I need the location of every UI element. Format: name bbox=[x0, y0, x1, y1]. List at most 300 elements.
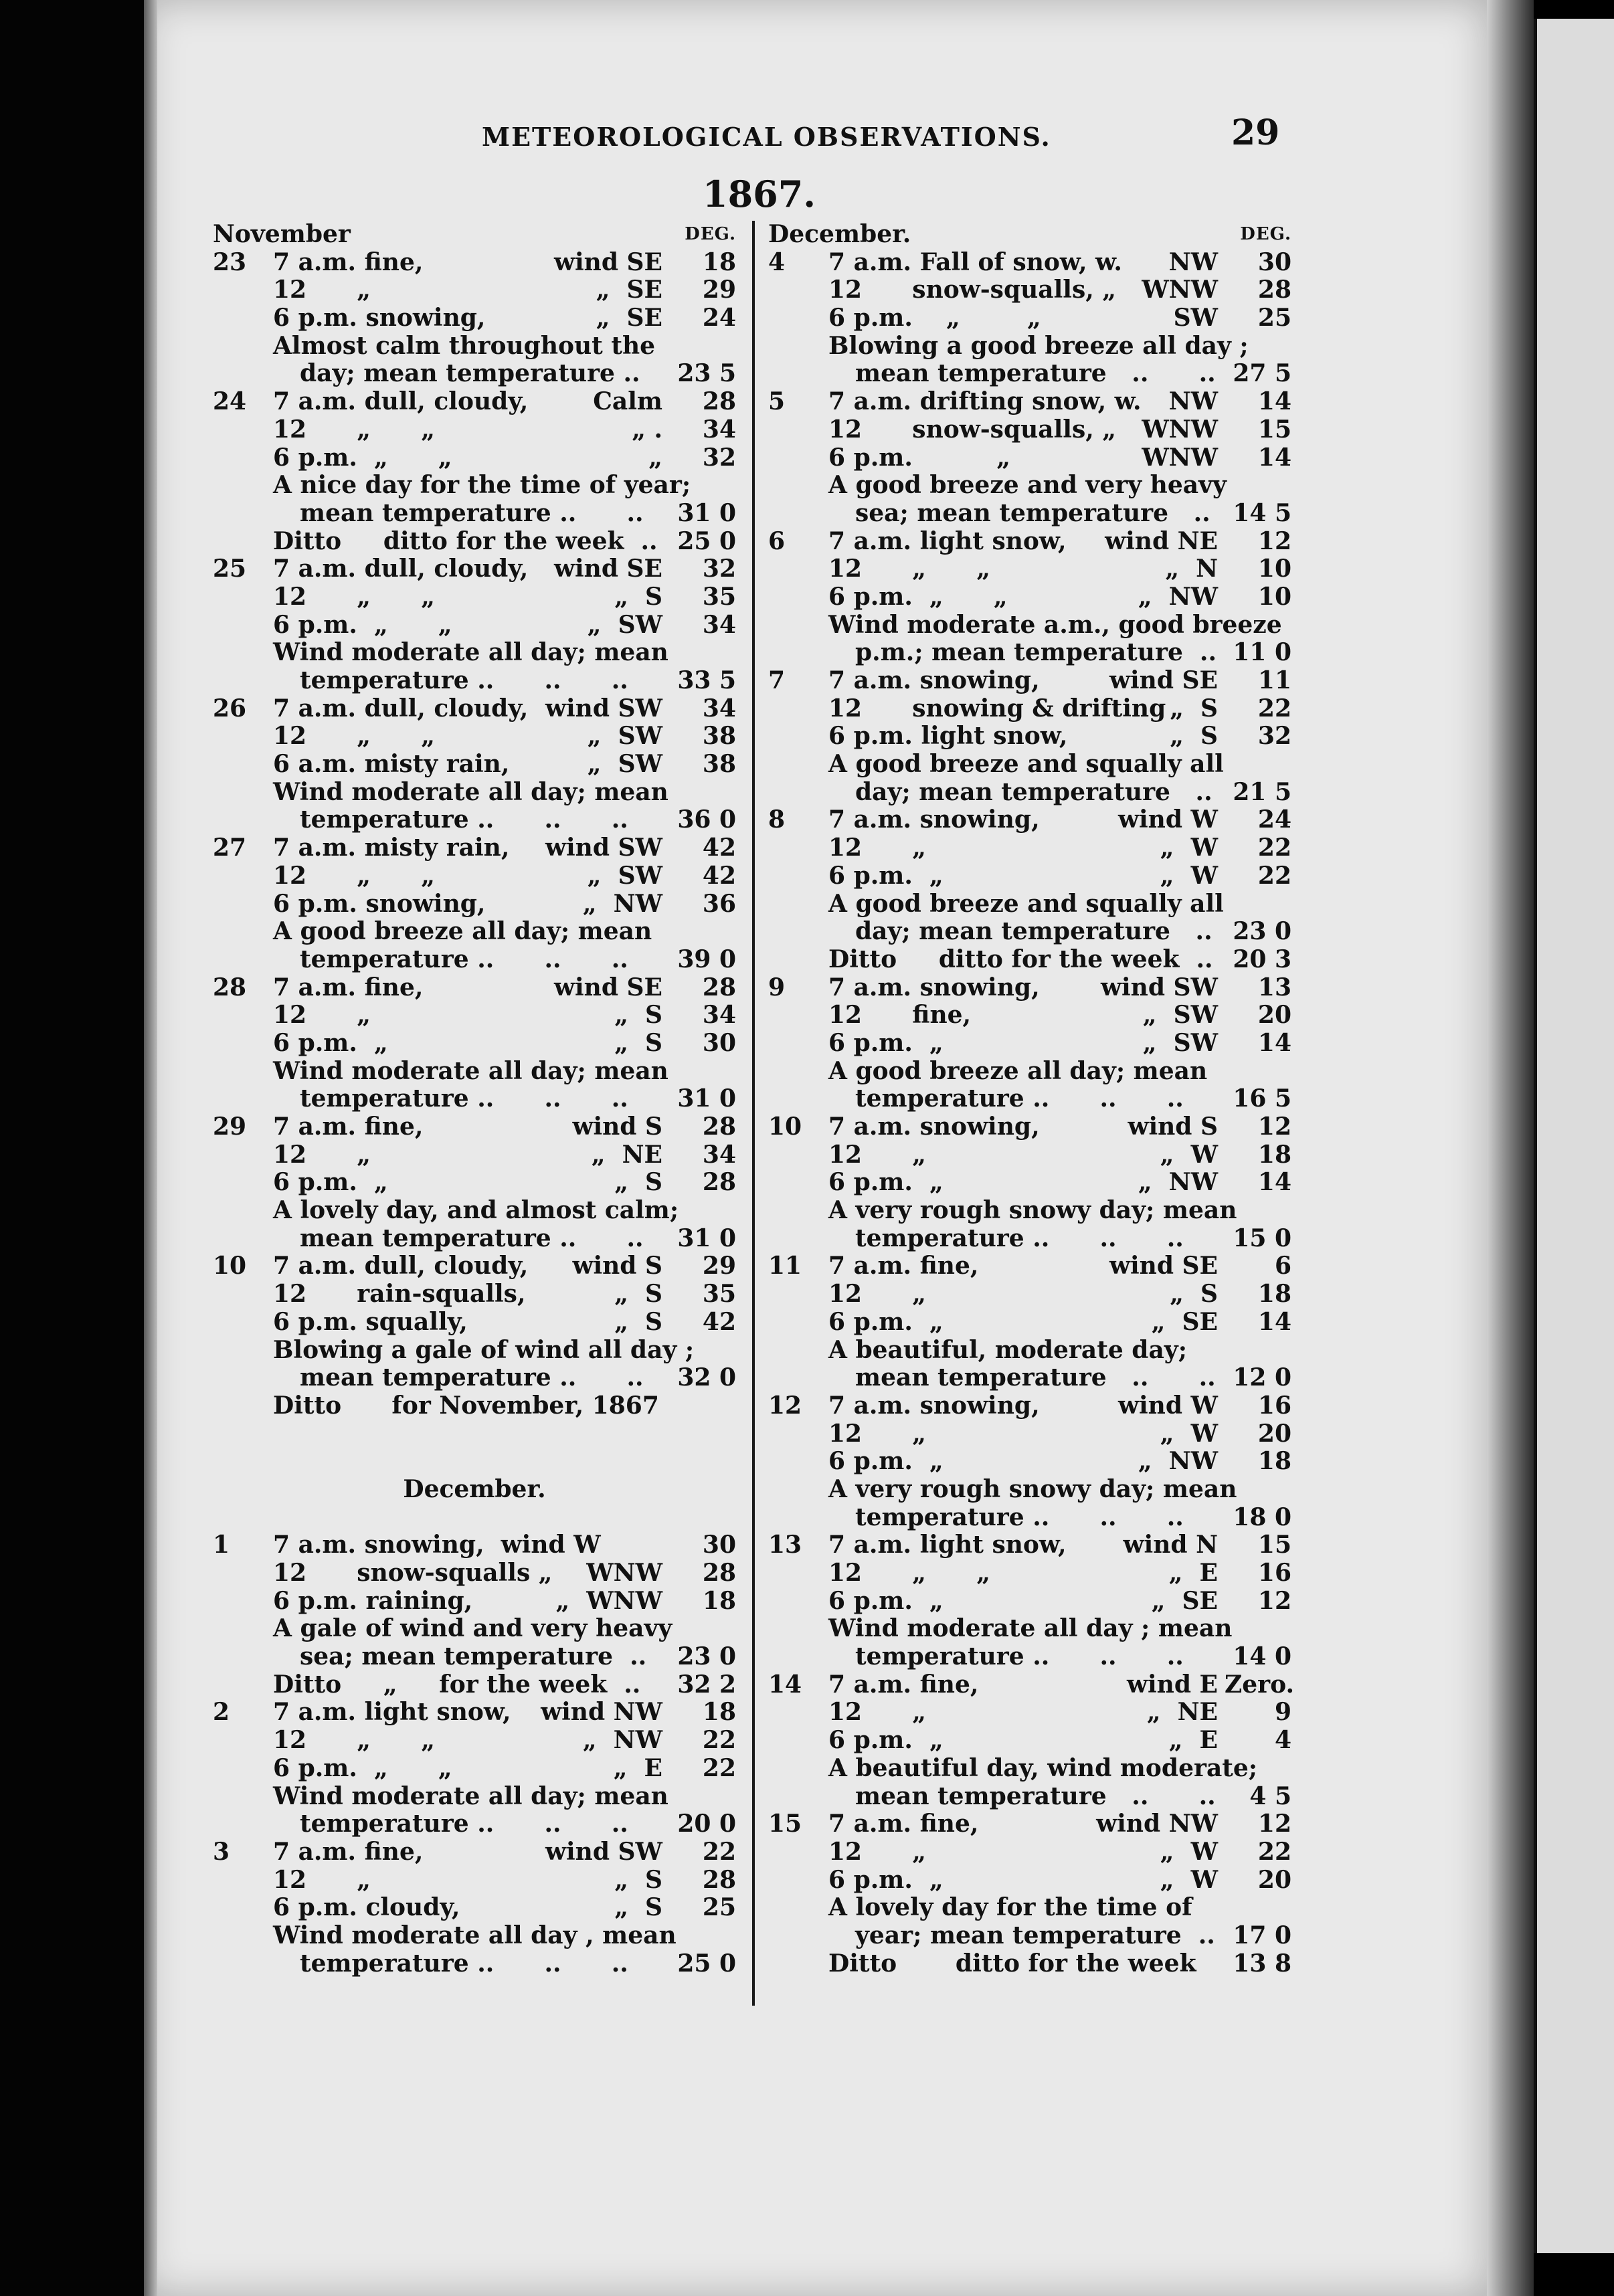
time-and-weather: 12 snow-squalls, „ bbox=[828, 415, 1117, 444]
temperature-value: 14 bbox=[1257, 387, 1291, 416]
observation-row bbox=[213, 249, 736, 277]
mean-temperature-row bbox=[213, 806, 736, 834]
temperature-value: 15 0 bbox=[1233, 1224, 1291, 1252]
mean-temperature-text: mean temperature .. .. bbox=[855, 1782, 1216, 1810]
remark-row bbox=[768, 1950, 1291, 1978]
mean-temperature-row bbox=[768, 1783, 1291, 1811]
temperature-value: 14 0 bbox=[1233, 1642, 1291, 1671]
remark-row bbox=[768, 611, 1291, 640]
time-and-weather: 12 „ „ bbox=[273, 861, 435, 890]
time-and-weather: 7 a.m. dull, cloudy, bbox=[273, 1252, 529, 1280]
day-number: 5 bbox=[768, 387, 786, 416]
mean-temperature-text: sea; mean temperature .. bbox=[300, 1642, 647, 1671]
temperature-value: 20 bbox=[1257, 1865, 1291, 1894]
wind-direction: „ S bbox=[614, 1893, 662, 1922]
wind-direction: „ S bbox=[614, 1028, 662, 1057]
wind-direction: WNW bbox=[1142, 276, 1218, 304]
time-and-weather: 12 „ bbox=[828, 834, 927, 862]
remark-text: Wind moderate all day; mean bbox=[273, 777, 668, 806]
degree-column-heading: DEG. bbox=[685, 224, 736, 244]
temperature-value: 25 bbox=[1257, 304, 1291, 332]
remark-text: A beautiful day, wind moderate; bbox=[828, 1753, 1258, 1782]
wind-direction: „ SE bbox=[596, 304, 662, 332]
day-number: 3 bbox=[213, 1837, 230, 1866]
remark-row bbox=[213, 639, 736, 667]
remark-row bbox=[213, 528, 736, 556]
temperature-value: 29 bbox=[702, 1252, 736, 1280]
observation-row bbox=[768, 1699, 1291, 1727]
time-and-weather: 7 a.m. light snow, bbox=[273, 1698, 511, 1727]
wind-direction: „ SW bbox=[587, 610, 662, 639]
observation-row bbox=[768, 1727, 1291, 1755]
mean-temperature-text: temperature .. .. .. bbox=[300, 945, 628, 973]
observation-row bbox=[768, 1309, 1291, 1337]
mean-temperature-text: temperature .. .. .. bbox=[300, 666, 628, 694]
time-and-weather: 7 a.m. snowing, bbox=[828, 805, 1040, 834]
observation-row bbox=[768, 528, 1291, 556]
temperature-value: 23 0 bbox=[1233, 917, 1291, 946]
time-and-weather: 12 snow-squalls, „ bbox=[828, 276, 1117, 304]
wind-direction: wind S bbox=[1128, 1113, 1218, 1141]
time-and-weather: 7 a.m. dull, cloudy, bbox=[273, 694, 529, 723]
temperature-value: 28 bbox=[702, 387, 736, 416]
observation-row bbox=[768, 1670, 1295, 1699]
temperature-value: 12 bbox=[1257, 527, 1291, 555]
mean-temperature-row bbox=[768, 1504, 1291, 1532]
remark-text: A good breeze and squally all bbox=[828, 889, 1224, 918]
time-and-weather: 12 „ „ bbox=[273, 1726, 435, 1755]
temperature-value: 33 5 bbox=[677, 666, 736, 694]
temperature-value: 32 bbox=[702, 443, 736, 472]
temperature-value: 28 bbox=[702, 1113, 736, 1141]
remark-text: Wind moderate all day , mean bbox=[273, 1921, 677, 1949]
time-and-weather: 6 p.m. „ bbox=[273, 1168, 388, 1197]
time-and-weather: 6 p.m. squally, bbox=[273, 1307, 468, 1336]
wind-direction: wind SE bbox=[554, 973, 662, 1001]
observation-row bbox=[768, 695, 1291, 723]
temperature-value: 16 bbox=[1257, 1391, 1291, 1420]
mean-temperature-row bbox=[768, 1643, 1291, 1671]
wind-direction: „ NW bbox=[582, 889, 662, 918]
observation-row bbox=[213, 1867, 736, 1895]
wind-direction: „ S bbox=[1170, 694, 1218, 723]
wind-direction: wind SE bbox=[1109, 666, 1218, 694]
day-number: 7 bbox=[768, 666, 786, 694]
observation-row bbox=[768, 444, 1291, 472]
mean-temperature-text: mean temperature .. .. bbox=[300, 498, 644, 527]
mean-temperature-row bbox=[213, 500, 736, 528]
time-and-weather: 12 „ „ bbox=[828, 1559, 990, 1587]
remark-text: A good breeze and squally all bbox=[828, 750, 1224, 779]
wind-direction: wind S bbox=[572, 1252, 662, 1280]
observation-row bbox=[768, 1280, 1291, 1309]
mean-temperature-text: temperature .. .. .. bbox=[300, 1084, 628, 1113]
remark-row bbox=[768, 332, 1291, 361]
time-and-weather: 12 „ bbox=[828, 1698, 927, 1727]
remark-text: A good breeze and very heavy bbox=[828, 471, 1227, 500]
remark-text: Wind moderate all day; mean bbox=[273, 1782, 668, 1810]
remark-text: A lovely day for the time of bbox=[828, 1893, 1192, 1922]
temperature-value: 16 bbox=[1257, 1559, 1291, 1587]
mean-temperature-text: day; mean temperature .. bbox=[855, 777, 1213, 806]
temperature-value: 18 bbox=[1257, 1447, 1291, 1476]
mean-temperature-text: mean temperature .. .. bbox=[300, 1363, 644, 1392]
temperature-value: 42 bbox=[702, 861, 736, 890]
temperature-value: 30 bbox=[1257, 248, 1291, 276]
temperature-value: 23 5 bbox=[677, 359, 736, 388]
wind-direction: wind SE bbox=[554, 555, 662, 583]
day-number: 12 bbox=[768, 1391, 802, 1420]
observation-row bbox=[213, 276, 736, 304]
time-and-weather: 12 „ „ bbox=[273, 415, 435, 444]
mean-temperature-row bbox=[213, 1643, 736, 1671]
time-and-weather: 7 a.m. light snow, bbox=[828, 1531, 1067, 1559]
wind-direction: „ W bbox=[1160, 834, 1218, 862]
observation-row bbox=[768, 1867, 1291, 1895]
day-number: 29 bbox=[213, 1113, 247, 1141]
temperature-value: 39 0 bbox=[677, 945, 736, 973]
observation-row bbox=[768, 1448, 1291, 1476]
month-header-row bbox=[213, 221, 736, 249]
temperature-value: 28 bbox=[702, 1865, 736, 1894]
adjacent-page bbox=[1534, 19, 1614, 2253]
wind-direction: WNW bbox=[1142, 415, 1218, 444]
mean-temperature-text: mean temperature .. .. bbox=[855, 1363, 1216, 1392]
day-number: 13 bbox=[768, 1531, 802, 1559]
temperature-value: 22 bbox=[1257, 861, 1291, 890]
day-number: 28 bbox=[213, 973, 247, 1001]
time-and-weather: 12 „ bbox=[828, 1140, 927, 1169]
wind-direction: „ SW bbox=[1142, 1001, 1218, 1030]
remark-text: Ditto ditto for the week .. bbox=[828, 945, 1213, 973]
time-and-weather: 12 „ bbox=[828, 1419, 927, 1448]
observation-row bbox=[213, 1699, 736, 1727]
time-and-weather: 12 fine, bbox=[828, 1001, 972, 1030]
mean-temperature-text: mean temperature .. .. bbox=[855, 359, 1216, 388]
wind-direction: NW bbox=[1168, 248, 1218, 276]
wind-direction: NW bbox=[1168, 387, 1218, 416]
wind-direction: „ W bbox=[1160, 861, 1218, 890]
wind-direction: wind SW bbox=[545, 694, 662, 723]
temperature-value: 13 bbox=[1257, 973, 1291, 1001]
day-number: 24 bbox=[213, 387, 247, 416]
temperature-value: 22 bbox=[702, 1753, 736, 1782]
mean-temperature-row bbox=[768, 1085, 1291, 1113]
observation-row bbox=[768, 1810, 1291, 1838]
time-and-weather: 12 „ „ bbox=[828, 555, 990, 583]
temperature-value: 32 bbox=[1257, 722, 1291, 751]
remark-text: Wind moderate all day ; mean bbox=[828, 1614, 1233, 1643]
time-and-weather: 7 a.m. fine, bbox=[273, 248, 424, 276]
time-and-weather: 12 snowing & drifting bbox=[828, 694, 1166, 723]
temperature-value: 31 0 bbox=[677, 1224, 736, 1252]
temperature-value: 18 bbox=[702, 248, 736, 276]
observation-row bbox=[768, 555, 1291, 583]
observation-row bbox=[213, 1755, 736, 1783]
temperature-value: 9 bbox=[1274, 1698, 1291, 1727]
wind-direction: „ N bbox=[1165, 555, 1218, 583]
observation-row bbox=[213, 890, 736, 919]
observation-row bbox=[768, 834, 1291, 862]
remark-text: Blowing a good breeze all day ; bbox=[828, 331, 1249, 360]
wind-direction: „ NW bbox=[1138, 1447, 1218, 1476]
mean-temperature-row bbox=[213, 1364, 736, 1392]
mean-temperature-text: day; mean temperature .. bbox=[300, 359, 640, 388]
time-and-weather: 7 a.m. fine, bbox=[273, 1837, 424, 1866]
wind-direction: „ NE bbox=[1146, 1698, 1218, 1727]
temperature-value: 4 bbox=[1274, 1726, 1291, 1755]
temperature-value: 34 bbox=[702, 415, 736, 444]
observation-row bbox=[768, 1030, 1291, 1058]
temperature-value: 4 5 bbox=[1249, 1782, 1291, 1810]
remark-row bbox=[768, 1615, 1291, 1643]
observation-row bbox=[768, 1169, 1291, 1197]
wind-direction: „ S bbox=[614, 1280, 662, 1309]
remark-row bbox=[213, 1922, 736, 1950]
time-and-weather: 6 p.m. „ bbox=[828, 1307, 944, 1336]
temperature-value: 12 bbox=[1257, 1586, 1291, 1615]
remark-row bbox=[768, 1337, 1291, 1365]
observation-row bbox=[213, 751, 736, 779]
temperature-value: 16 5 bbox=[1233, 1084, 1291, 1113]
temperature-value: 20 bbox=[1257, 1419, 1291, 1448]
mean-temperature-text: temperature .. .. .. bbox=[300, 1810, 628, 1838]
observation-row bbox=[213, 1141, 736, 1169]
temperature-value: 21 5 bbox=[1233, 777, 1291, 806]
temperature-value: 28 bbox=[1257, 276, 1291, 304]
observation-row bbox=[768, 1252, 1291, 1280]
observation-row bbox=[213, 974, 736, 1002]
wind-direction: WNW bbox=[1142, 443, 1218, 472]
mean-temperature-row bbox=[768, 779, 1291, 807]
observation-row bbox=[213, 1169, 736, 1197]
temperature-value: 38 bbox=[702, 722, 736, 751]
remark-row bbox=[768, 890, 1291, 919]
observation-row bbox=[213, 1894, 736, 1922]
remark-text: A very rough snowy day; mean bbox=[828, 1196, 1237, 1225]
wind-direction: wind NE bbox=[1105, 527, 1218, 555]
wind-direction: „ . bbox=[632, 415, 662, 444]
observation-row bbox=[213, 555, 736, 583]
temperature-value: 32 bbox=[702, 555, 736, 583]
observation-row bbox=[768, 276, 1291, 304]
remark-text: A very rough snowy day; mean bbox=[828, 1474, 1237, 1503]
observation-row bbox=[213, 834, 736, 862]
wind-direction: „ S bbox=[1170, 1280, 1218, 1309]
day-number: 8 bbox=[768, 805, 786, 834]
wind-direction: wind SE bbox=[554, 248, 662, 276]
time-and-weather: 6 p.m. „ bbox=[828, 443, 1010, 472]
time-and-weather: 7 a.m. fine, bbox=[828, 1252, 979, 1280]
temperature-value: 27 5 bbox=[1233, 359, 1291, 388]
observation-row bbox=[213, 444, 736, 472]
temperature-value: 34 bbox=[702, 1001, 736, 1030]
wind-direction: „ WNW bbox=[555, 1586, 662, 1615]
remark-text: Ditto „ for the week .. bbox=[273, 1670, 641, 1699]
temperature-value: 24 bbox=[702, 304, 736, 332]
remark-text: Wind moderate all day; mean bbox=[273, 1056, 668, 1085]
time-and-weather: 6 p.m. snowing, bbox=[273, 304, 486, 332]
temperature-value: 29 bbox=[702, 276, 736, 304]
temperature-value: 36 bbox=[702, 889, 736, 918]
temperature-value: 31 0 bbox=[677, 1084, 736, 1113]
remark-text: Ditto ditto for the week .. bbox=[273, 527, 658, 555]
remark-row bbox=[213, 918, 736, 946]
remark-row bbox=[768, 751, 1291, 779]
wind-direction: „ SE bbox=[596, 276, 662, 304]
time-and-weather: 6 p.m. raining, bbox=[273, 1586, 473, 1615]
wind-direction: wind SW bbox=[545, 834, 662, 862]
wind-direction: Calm bbox=[593, 387, 662, 416]
observation-row bbox=[213, 583, 736, 611]
mean-temperature-text: p.m.; mean temperature .. bbox=[855, 638, 1217, 667]
day-number: 27 bbox=[213, 834, 247, 862]
time-and-weather: 7 a.m. snowing, bbox=[828, 1113, 1040, 1141]
year-heading: 1867. bbox=[703, 173, 816, 215]
temperature-value: 10 bbox=[1257, 582, 1291, 611]
remark-row bbox=[213, 1671, 736, 1699]
wind-direction: „ E bbox=[1168, 1559, 1218, 1587]
remark-text: A good breeze all day; mean bbox=[273, 917, 652, 946]
temperature-value: 22 bbox=[1257, 694, 1291, 723]
temperature-value: 35 bbox=[702, 1280, 736, 1309]
mean-temperature-row bbox=[213, 667, 736, 695]
wind-direction: „ SW bbox=[1142, 1028, 1218, 1057]
remark-text: Ditto for November, 1867 bbox=[273, 1391, 659, 1420]
scan-background bbox=[0, 0, 144, 2296]
observation-row bbox=[768, 862, 1291, 890]
temperature-value: 18 bbox=[702, 1698, 736, 1727]
observation-row bbox=[768, 1838, 1291, 1867]
temperature-value: 14 bbox=[1257, 1168, 1291, 1197]
temperature-value: 13 8 bbox=[1233, 1949, 1291, 1978]
time-and-weather: 7 a.m. dull, cloudy, bbox=[273, 387, 529, 416]
month-heading: November bbox=[213, 220, 351, 248]
mean-temperature-row bbox=[768, 360, 1291, 388]
time-and-weather: 7 a.m. drifting snow, w. bbox=[828, 387, 1142, 416]
temperature-value: 32 2 bbox=[677, 1670, 736, 1699]
observation-row bbox=[768, 1141, 1291, 1169]
temperature-value: 30 bbox=[702, 1531, 736, 1559]
mean-temperature-row bbox=[213, 1225, 736, 1253]
wind-direction: „ W bbox=[1160, 1419, 1218, 1448]
wind-direction: „ S bbox=[614, 1307, 662, 1336]
time-and-weather: 7 a.m. misty rain, bbox=[273, 834, 510, 862]
temperature-value: 31 0 bbox=[677, 498, 736, 527]
time-and-weather: 6 p.m. „ „ bbox=[828, 304, 1041, 332]
blank-row bbox=[213, 1504, 736, 1532]
blank-row bbox=[213, 1420, 736, 1448]
time-and-weather: 6 p.m. light snow, bbox=[828, 722, 1068, 751]
remark-text: Wind moderate a.m., good breeze bbox=[828, 610, 1282, 639]
time-and-weather: 7 a.m. fine, bbox=[828, 1670, 979, 1699]
time-and-weather: 12 „ bbox=[828, 1280, 927, 1309]
mean-temperature-text: sea; mean temperature .. bbox=[855, 498, 1210, 527]
mean-temperature-text: mean temperature .. .. bbox=[300, 1224, 644, 1252]
temperature-value: 32 0 bbox=[677, 1363, 736, 1392]
mean-temperature-text: temperature .. .. .. bbox=[300, 805, 628, 834]
wind-direction: wind NW bbox=[1096, 1810, 1218, 1838]
temperature-value: 12 0 bbox=[1233, 1363, 1291, 1392]
mean-temperature-text: temperature .. .. .. bbox=[855, 1503, 1184, 1531]
observation-row bbox=[768, 723, 1291, 751]
wind-direction: „ W bbox=[1160, 1837, 1218, 1866]
observation-row bbox=[768, 416, 1291, 444]
observation-row bbox=[768, 806, 1291, 834]
observation-row bbox=[768, 388, 1291, 416]
month-heading: December. bbox=[768, 220, 911, 248]
day-number: 25 bbox=[213, 555, 247, 583]
observation-row bbox=[768, 1531, 1291, 1559]
observation-row bbox=[768, 304, 1291, 332]
observation-row bbox=[768, 1113, 1291, 1141]
observation-row bbox=[213, 1030, 736, 1058]
observation-row bbox=[213, 1309, 736, 1337]
mean-temperature-row bbox=[213, 1085, 736, 1113]
mean-temperature-text: year; mean temperature .. bbox=[855, 1921, 1215, 1949]
temperature-value: 15 bbox=[1257, 1531, 1291, 1559]
day-number: 4 bbox=[768, 248, 786, 276]
time-and-weather: 12 „ bbox=[273, 1865, 371, 1894]
day-number: 9 bbox=[768, 973, 786, 1001]
temperature-value: Zero. bbox=[1225, 1670, 1295, 1699]
observation-row bbox=[768, 1559, 1291, 1588]
wind-direction: „ SE bbox=[1151, 1586, 1218, 1615]
day-number: 14 bbox=[768, 1670, 802, 1699]
temperature-value: 35 bbox=[702, 582, 736, 611]
observation-row bbox=[213, 695, 736, 723]
temperature-value: 42 bbox=[702, 834, 736, 862]
temperature-value: 42 bbox=[702, 1307, 736, 1336]
time-and-weather: 7 a.m. Fall of snow, w. bbox=[828, 248, 1122, 276]
remark-row bbox=[768, 1058, 1291, 1086]
temperature-value: 22 bbox=[1257, 834, 1291, 862]
remark-row bbox=[768, 472, 1291, 500]
remark-text: Wind moderate all day; mean bbox=[273, 638, 668, 667]
wind-direction: „ NE bbox=[591, 1140, 662, 1169]
mean-temperature-text: temperature .. .. .. bbox=[855, 1084, 1184, 1113]
remark-text: Blowing a gale of wind all day ; bbox=[273, 1335, 695, 1364]
temperature-value: 28 bbox=[702, 1168, 736, 1197]
running-head: METEOROLOGICAL OBSERVATIONS. bbox=[482, 122, 1051, 152]
temperature-value: 30 bbox=[702, 1028, 736, 1057]
temperature-value: 17 0 bbox=[1233, 1921, 1291, 1949]
mean-temperature-text: temperature .. .. .. bbox=[855, 1642, 1184, 1671]
page-gutter bbox=[144, 0, 157, 2296]
time-and-weather: 7 a.m. fine, bbox=[273, 973, 424, 1001]
wind-direction: „ E bbox=[613, 1753, 662, 1782]
wind-direction: wind S bbox=[572, 1113, 662, 1141]
time-and-weather: 12 „ bbox=[273, 1140, 371, 1169]
column-divider bbox=[752, 221, 755, 2006]
observation-row bbox=[768, 667, 1291, 695]
observation-row bbox=[213, 1588, 736, 1616]
temperature-value: 28 bbox=[702, 1559, 736, 1587]
time-and-weather: 6 p.m. „ bbox=[273, 1028, 388, 1057]
time-and-weather: 6 p.m. „ „ bbox=[273, 443, 452, 472]
observation-row bbox=[213, 1001, 736, 1030]
temperature-value: 22 bbox=[1257, 1837, 1291, 1866]
degree-column-heading: DEG. bbox=[1240, 224, 1291, 244]
temperature-value: 14 5 bbox=[1233, 498, 1291, 527]
observation-row bbox=[213, 304, 736, 332]
time-and-weather: 12 „ „ bbox=[273, 582, 435, 611]
wind-direction: „ W bbox=[1160, 1140, 1218, 1169]
remark-row bbox=[213, 472, 736, 500]
time-and-weather: 6 p.m. snowing, bbox=[273, 889, 486, 918]
observation-row bbox=[768, 583, 1291, 611]
observation-row bbox=[213, 611, 736, 640]
